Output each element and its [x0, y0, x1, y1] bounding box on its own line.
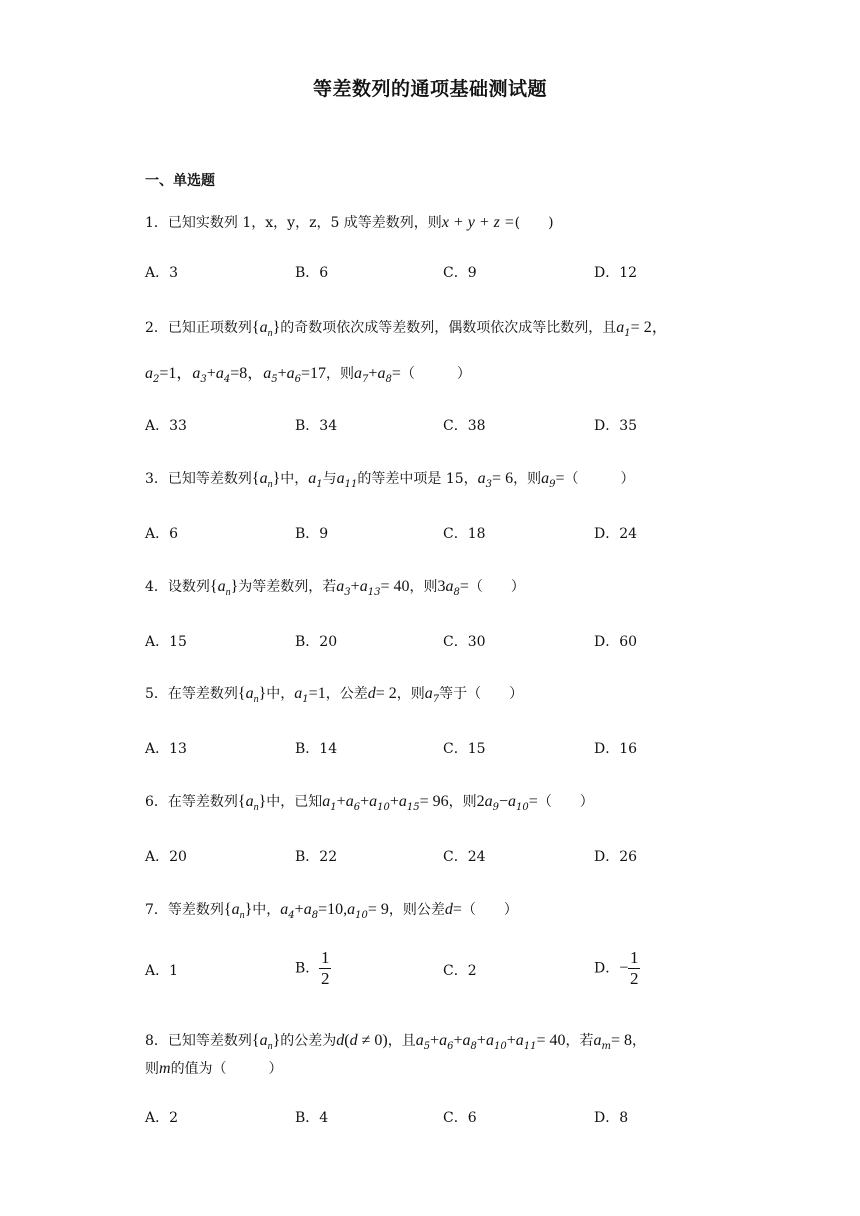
- option-c[interactable]: C．15: [443, 741, 486, 757]
- section-heading: 一、单选题: [145, 173, 215, 189]
- option-a[interactable]: A．13: [145, 741, 187, 757]
- option-c[interactable]: C．38: [443, 418, 486, 434]
- option-d[interactable]: D．− $\frac{1}{2}$: [594, 948, 639, 988]
- option-d[interactable]: D．16: [594, 741, 638, 757]
- option-c[interactable]: C．9: [443, 265, 477, 281]
- option-a[interactable]: A．6: [145, 526, 179, 542]
- option-d[interactable]: D．8: [594, 1110, 629, 1126]
- question-5: 5．在等差数列$\{a_n\}$中，$a_1=1$，公差d= 2，则$a_7$等于（ ）: [145, 685, 524, 706]
- question-4: 4．设数列$\{a_n\}$为等差数列，若$a_3+a_{13}= 40$，则$3a_8=$（ ）: [145, 578, 525, 599]
- page-title: 等差数列的通项基础测试题: [312, 78, 547, 100]
- option-a[interactable]: A．15: [145, 634, 187, 650]
- question-8-options: [145, 1107, 705, 1147]
- question-3-options: [145, 523, 705, 563]
- question-8-line-1: 8．已知等差数列$\{a_n\}$的公差为d(d ≠ 0)，且$a_5+a_6+a_8+a_{10}+a_{11}= 40$，若$a_m= 8$，: [145, 1032, 646, 1053]
- option-a[interactable]: A．20: [145, 849, 187, 865]
- question-5-options: [145, 738, 705, 778]
- option-c[interactable]: C．2: [443, 963, 477, 979]
- option-c[interactable]: C．18: [443, 526, 486, 542]
- option-d[interactable]: D．12: [594, 265, 638, 281]
- option-d[interactable]: D．26: [594, 849, 638, 865]
- option-d[interactable]: D．60: [594, 634, 638, 650]
- question-3: 3．已知等差数列$\{a_n\}$中，$a_1$与$a_{11}$的等差中项是 15，$a_3= 6$，则$a_9=$（ ）: [145, 470, 635, 491]
- question-7-options: [145, 948, 705, 998]
- fraction-one-half: $\frac{1}{2}$: [321, 948, 330, 988]
- option-a[interactable]: A．3: [145, 265, 179, 281]
- option-c[interactable]: C．24: [443, 849, 486, 865]
- option-b[interactable]: B．22: [295, 849, 338, 865]
- option-a[interactable]: A．33: [145, 418, 187, 434]
- option-b[interactable]: B．14: [295, 741, 338, 757]
- option-a[interactable]: A．1: [145, 963, 179, 979]
- question-7: 7．等差数列$\{a_n\}$中，$a_4+a_8=10,a_{10}= 9$，则公差d=（ ）: [145, 901, 518, 922]
- option-a[interactable]: A．2: [145, 1110, 179, 1126]
- question-1: 1．已知实数列 1，x，y，z，5 成等差数列，则x + y + z =( ): [145, 214, 554, 231]
- question-1-options: [145, 262, 705, 302]
- option-d[interactable]: D．35: [594, 418, 638, 434]
- question-4-options: [145, 631, 705, 671]
- option-c[interactable]: C．6: [443, 1110, 477, 1126]
- fraction-one-half: $\frac{1}{2}$: [630, 948, 639, 988]
- option-d[interactable]: D．24: [594, 526, 638, 542]
- question-2-line-2: $a_2=1$，$a_3+a_4=8$，$a_5+a_6=17$，则$a_7+a_8=$（ ）: [145, 365, 471, 385]
- option-b[interactable]: B． $\frac{1}{2}$: [295, 948, 330, 988]
- option-b[interactable]: B．6: [295, 265, 329, 281]
- question-6-options: [145, 846, 705, 886]
- question-6: 6．在等差数列$\{a_n\}$中，已知$a_1+a_6+a_{10}+a_{15}= 96$，则$2a_9-a_{10}=$（ ）: [145, 793, 594, 814]
- option-b[interactable]: B．4: [295, 1110, 329, 1126]
- option-c[interactable]: C．30: [443, 634, 486, 650]
- option-b[interactable]: B．34: [295, 418, 338, 434]
- question-2-line-1: 2．已知正项数列$\{a_n\}$的奇数项依次成等差数列，偶数项依次成等比数列，且$a_1= 2$，: [145, 319, 668, 340]
- option-b[interactable]: B．9: [295, 526, 329, 542]
- question-2-options: [145, 415, 705, 455]
- question-8-line-2: 则m的值为（ ）: [145, 1060, 283, 1077]
- option-b[interactable]: B．20: [295, 634, 338, 650]
